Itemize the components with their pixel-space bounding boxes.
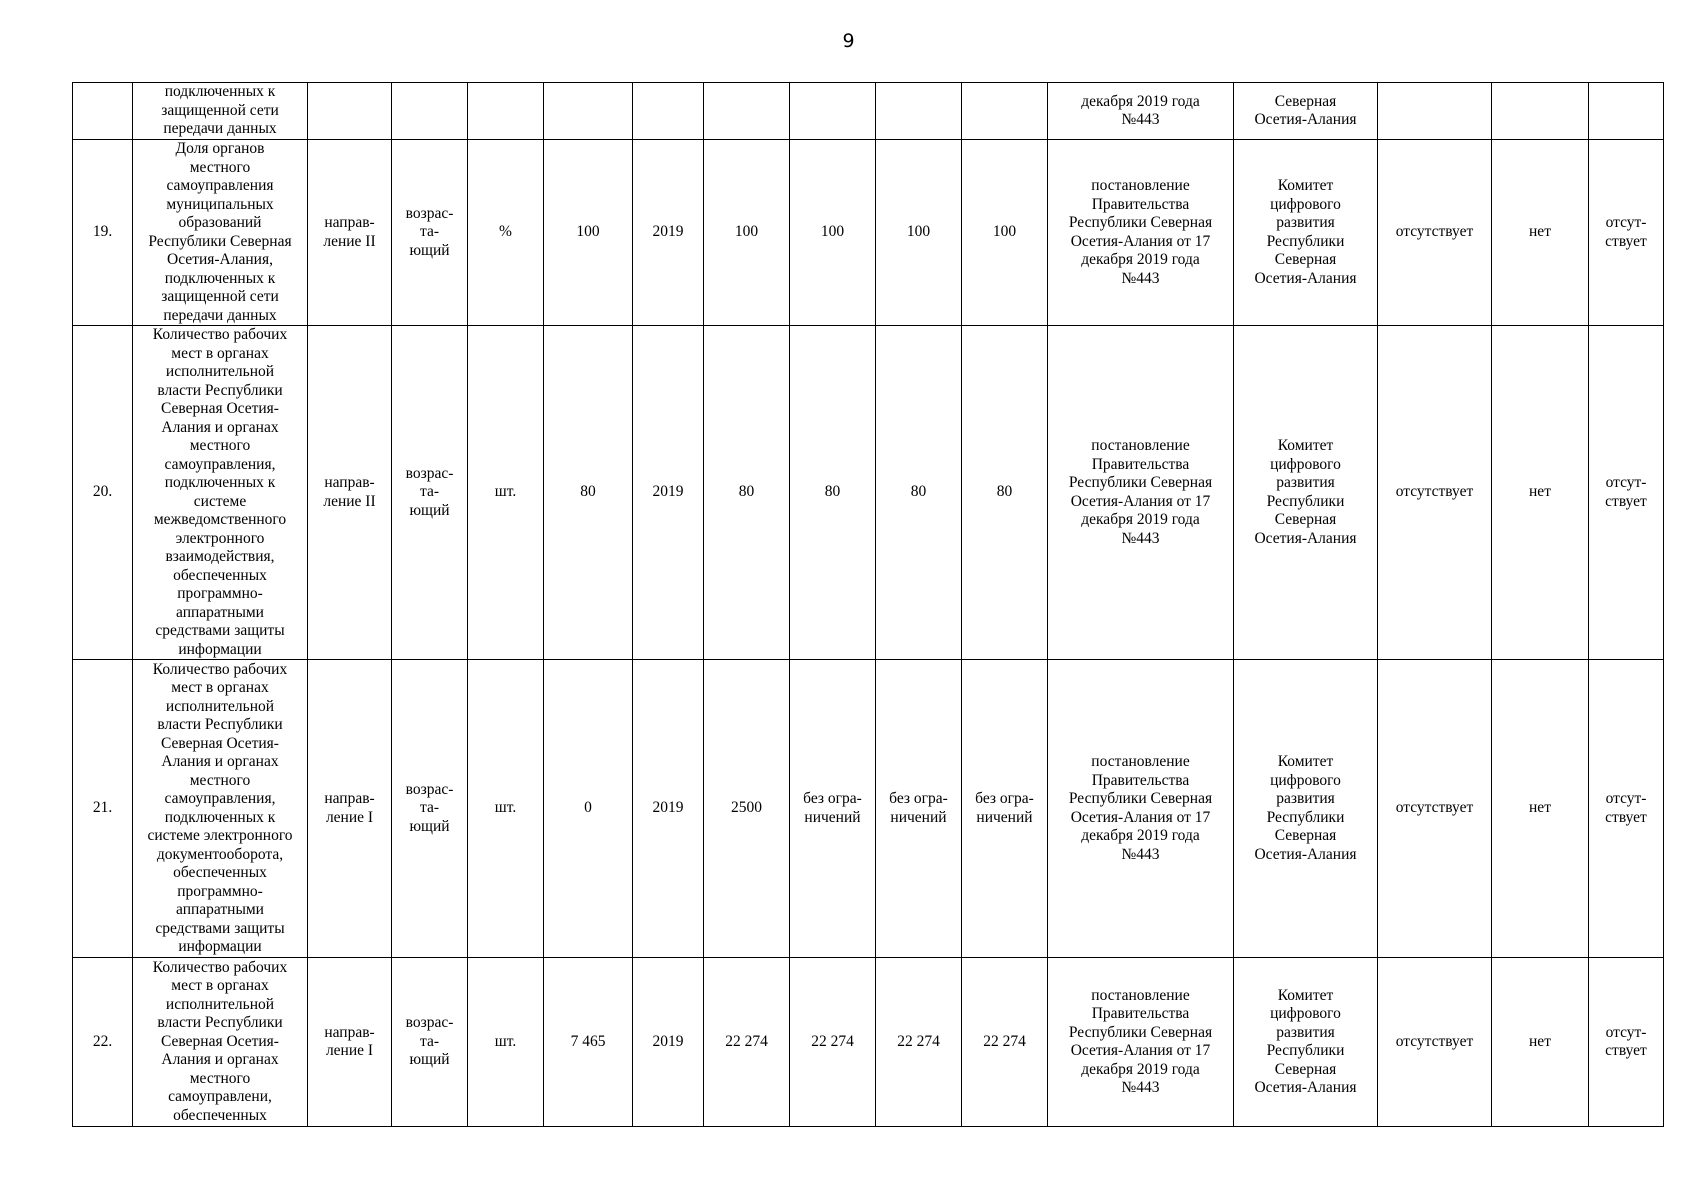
cell-line: Северная Осетия- <box>161 400 279 417</box>
cell-line: 80 <box>996 483 1013 501</box>
cell-line: Республики Северная <box>148 232 292 250</box>
cell-line: подключенных к <box>164 269 276 287</box>
table-row <box>73 326 1664 660</box>
cell-line: Осетия-Алания <box>1254 1079 1357 1096</box>
target-value-1-cell <box>704 660 790 958</box>
target-value-3-cell <box>876 660 962 958</box>
cell-line: Северная <box>1274 1060 1337 1078</box>
cell-line: Осетия-Алания от 17 <box>1070 1042 1211 1059</box>
method-cell: отсутствует <box>1378 660 1492 958</box>
cell-line: аппаратными <box>176 901 264 918</box>
cell-line: направ- <box>324 474 375 491</box>
cell-line: защищенной сети <box>161 288 279 305</box>
cell-line: Республики Северная <box>1068 1023 1213 1041</box>
cell-line: постановление <box>1091 986 1190 1004</box>
cell-line: 100 <box>820 223 845 241</box>
cell-line: документооборота, <box>156 845 284 863</box>
flag-cell: нет <box>1492 660 1589 958</box>
row-number-cell: 20. <box>73 326 133 660</box>
cell-line: Осетия-Алания <box>1254 529 1357 547</box>
cell-line: ление II <box>323 492 376 510</box>
cell-line: развития <box>1276 790 1335 807</box>
target-value-2-cell <box>790 958 876 1127</box>
cell-line: Северная <box>1274 92 1337 110</box>
cell-line: отсут- <box>1605 1023 1647 1041</box>
cell-line: развития <box>1276 474 1335 491</box>
unit-cell: шт. <box>468 326 544 660</box>
cell-line: мест в органах <box>171 679 269 696</box>
cell-line: 80 <box>824 483 841 501</box>
cell-line: декабря 2019 года <box>1081 92 1200 110</box>
target-value-1-cell <box>704 83 790 140</box>
cell-line: 22 274 <box>811 1032 854 1050</box>
cell-line: электронного <box>175 529 265 547</box>
cell-line: ление II <box>323 232 376 250</box>
trend-cell <box>392 958 468 1127</box>
cell-line: постановление <box>1091 437 1190 454</box>
cell-line: подключенных к <box>164 474 276 491</box>
cell-line: ствует <box>1605 1042 1647 1059</box>
cell-line: та- <box>419 1032 439 1050</box>
cell-line: Количество рабочих <box>152 326 288 343</box>
base-value-cell: 80 <box>544 326 633 660</box>
responsible-body-cell <box>1234 660 1378 958</box>
cell-line: образований <box>178 214 262 231</box>
indicator-name-cell <box>133 83 308 140</box>
cell-line: Осетия-Алания от 17 <box>1070 808 1211 826</box>
cell-line: Северная Осетия- <box>161 1032 279 1050</box>
target-value-3-cell <box>876 83 962 140</box>
cell-line: Республики <box>1266 492 1345 510</box>
page-number: 9 <box>842 30 855 52</box>
target-value-1-cell <box>704 958 790 1127</box>
cell-line: без огра- <box>889 790 948 807</box>
cell-line: №443 <box>1121 111 1160 128</box>
cell-line: 80 <box>738 483 755 501</box>
cell-line: 22 274 <box>897 1032 940 1050</box>
cell-line: ствует <box>1605 492 1647 510</box>
base-value-cell <box>544 83 633 140</box>
cell-line: ствует <box>1605 232 1647 250</box>
base-year-cell: 2019 <box>633 958 704 1127</box>
target-value-1-cell <box>704 326 790 660</box>
cell-line: возрас- <box>405 204 454 222</box>
cell-line: Правительства <box>1091 455 1190 473</box>
info-cell <box>1589 958 1664 1127</box>
cell-line: власти Республики <box>157 381 283 399</box>
cell-line: самоуправления, <box>164 455 276 473</box>
method-cell <box>1378 83 1492 140</box>
cell-line: 2500 <box>731 799 762 817</box>
cell-line: ление I <box>325 1042 374 1059</box>
target-value-2-cell <box>790 140 876 326</box>
unit-cell: шт. <box>468 660 544 958</box>
flag-cell <box>1492 83 1589 140</box>
base-value-cell: 100 <box>544 140 633 326</box>
method-cell: отсутствует <box>1378 958 1492 1127</box>
cell-line: развития <box>1276 214 1335 231</box>
base-value-cell: 0 <box>544 660 633 958</box>
cell-line: местного <box>189 437 251 454</box>
responsible-body-cell <box>1234 958 1378 1127</box>
base-year-cell: 2019 <box>633 660 704 958</box>
cell-line: обеспеченных <box>173 864 267 881</box>
cell-line: Осетия-Алания <box>1254 845 1357 863</box>
cell-line: передачи данных <box>163 306 277 324</box>
indicator-name-cell <box>133 660 308 958</box>
cell-line: ничений <box>804 808 861 826</box>
info-cell <box>1589 660 1664 958</box>
cell-line: ление I <box>325 808 374 826</box>
table-row <box>73 83 1664 140</box>
cell-line: Правительства <box>1091 195 1190 213</box>
cell-line: местного <box>189 1069 251 1087</box>
row-number-cell: 19. <box>73 140 133 326</box>
target-value-4-cell <box>962 140 1048 326</box>
document-basis-cell <box>1048 326 1234 660</box>
target-value-1-cell <box>704 140 790 326</box>
direction-cell <box>308 326 392 660</box>
cell-line: ющий <box>409 501 450 519</box>
target-value-2-cell <box>790 83 876 140</box>
cell-line: исполнительной <box>165 363 275 380</box>
target-value-3-cell <box>876 140 962 326</box>
cell-line: Северная <box>1274 251 1337 268</box>
cell-line: Доля органов <box>175 140 265 157</box>
direction-cell <box>308 660 392 958</box>
cell-line: Северная Осетия- <box>161 734 279 752</box>
method-cell: отсутствует <box>1378 140 1492 326</box>
info-cell <box>1589 83 1664 140</box>
base-year-cell: 2019 <box>633 326 704 660</box>
cell-line: средствами защиты <box>155 622 285 639</box>
cell-line: Алания и органах <box>161 418 279 436</box>
cell-line: 22 274 <box>983 1032 1026 1050</box>
cell-line: возрас- <box>405 780 454 798</box>
method-cell: отсутствует <box>1378 326 1492 660</box>
cell-line: 22 274 <box>725 1032 768 1050</box>
target-value-4-cell <box>962 958 1048 1127</box>
cell-line: обеспеченных <box>173 1106 267 1124</box>
base-year-cell <box>633 83 704 140</box>
cell-line: цифрового <box>1270 1005 1341 1022</box>
cell-line: информации <box>178 938 262 955</box>
direction-cell <box>308 140 392 326</box>
cell-line: №443 <box>1121 845 1160 863</box>
cell-line: программно- <box>177 882 263 900</box>
unit-cell <box>468 83 544 140</box>
cell-line: ничений <box>890 808 947 826</box>
document-basis-cell <box>1048 660 1234 958</box>
cell-line: Правительства <box>1091 1005 1190 1022</box>
cell-line: Алания и органах <box>161 1051 279 1069</box>
cell-line: Комитет <box>1277 177 1334 194</box>
target-value-3-cell <box>876 326 962 660</box>
cell-line: отсут- <box>1605 474 1647 491</box>
flag-cell: нет <box>1492 326 1589 660</box>
row-number-cell: 22. <box>73 958 133 1127</box>
cell-line: ющий <box>409 817 450 835</box>
indicator-name-cell <box>133 958 308 1127</box>
cell-line: информации <box>178 640 262 658</box>
document-basis-cell <box>1048 83 1234 140</box>
cell-line: №443 <box>1121 529 1160 547</box>
cell-line: 100 <box>992 223 1017 241</box>
cell-line: Северная <box>1274 827 1337 844</box>
responsible-body-cell <box>1234 83 1378 140</box>
document-basis-cell <box>1048 958 1234 1127</box>
cell-line: Республики <box>1266 808 1345 826</box>
cell-line: та- <box>419 223 439 241</box>
direction-cell <box>308 83 392 140</box>
cell-line: взаимодействия, <box>165 548 275 565</box>
cell-line: системе электронного <box>147 827 293 844</box>
row-number-cell <box>73 83 133 140</box>
cell-line: мест в органах <box>171 344 269 362</box>
cell-line: средствами защиты <box>155 919 285 937</box>
cell-line: постановление <box>1091 177 1190 194</box>
indicators-table <box>72 82 1664 1127</box>
cell-line: ствует <box>1605 808 1647 826</box>
cell-line: цифрового <box>1270 195 1341 213</box>
cell-line: цифрового <box>1270 455 1341 473</box>
cell-line: подключенных к <box>164 83 276 101</box>
base-value-cell: 7 465 <box>544 958 633 1127</box>
cell-line: ющий <box>409 241 450 259</box>
cell-line: 80 <box>910 483 927 501</box>
cell-line: Республики Северная <box>1068 214 1213 231</box>
cell-line: Осетия-Алания <box>1254 269 1357 287</box>
cell-line: декабря 2019 года <box>1081 251 1200 268</box>
cell-line: передачи данных <box>163 120 277 138</box>
table-row <box>73 958 1664 1127</box>
cell-line: Комитет <box>1277 753 1334 770</box>
document-basis-cell <box>1048 140 1234 326</box>
cell-line: та- <box>419 799 439 817</box>
indicator-name-cell <box>133 326 308 660</box>
cell-line: Осетия-Алания, <box>167 251 273 268</box>
cell-line: обеспеченных <box>173 566 267 584</box>
cell-line: направ- <box>324 790 375 807</box>
cell-line: возрас- <box>405 464 454 482</box>
cell-line: системе <box>193 492 247 510</box>
cell-line: 100 <box>734 223 759 241</box>
cell-line: исполнительной <box>165 995 275 1013</box>
cell-line: цифрового <box>1270 771 1341 789</box>
cell-line: возрас- <box>405 1014 454 1032</box>
cell-line: без огра- <box>975 790 1034 807</box>
cell-line: власти Республики <box>157 716 283 733</box>
cell-line: декабря 2019 года <box>1081 827 1200 844</box>
trend-cell <box>392 660 468 958</box>
target-value-2-cell <box>790 326 876 660</box>
cell-line: Республики <box>1266 232 1345 250</box>
cell-line: отсут- <box>1605 790 1647 807</box>
cell-line: самоуправления <box>166 177 274 194</box>
cell-line: местного <box>189 771 251 789</box>
cell-line: муниципальных <box>166 195 274 213</box>
cell-line: местного <box>189 158 251 176</box>
cell-line: самоуправления, <box>164 790 276 807</box>
cell-line: Республики <box>1266 1042 1345 1059</box>
cell-line: власти Республики <box>157 1014 283 1032</box>
cell-line: программно- <box>177 585 263 602</box>
cell-line: ющий <box>409 1051 450 1069</box>
target-value-4-cell <box>962 326 1048 660</box>
cell-line: №443 <box>1121 269 1160 287</box>
cell-line: Комитет <box>1277 437 1334 454</box>
cell-line: Республики Северная <box>1068 474 1213 491</box>
table-row <box>73 660 1664 958</box>
cell-line: направ- <box>324 214 375 231</box>
cell-line: декабря 2019 года <box>1081 1060 1200 1078</box>
cell-line: самоуправлени, <box>168 1088 272 1106</box>
cell-line: та- <box>419 483 439 501</box>
cell-line: исполнительной <box>165 697 275 715</box>
flag-cell: нет <box>1492 958 1589 1127</box>
trend-cell <box>392 326 468 660</box>
indicator-name-cell <box>133 140 308 326</box>
direction-cell <box>308 958 392 1127</box>
info-cell <box>1589 140 1664 326</box>
cell-line: постановление <box>1091 753 1190 770</box>
cell-line: Правительства <box>1091 771 1190 789</box>
info-cell <box>1589 326 1664 660</box>
cell-line: защищенной сети <box>161 101 279 119</box>
cell-line: Комитет <box>1277 986 1334 1004</box>
trend-cell <box>392 83 468 140</box>
cell-line: Осетия-Алания <box>1254 111 1357 128</box>
cell-line: подключенных к <box>164 808 276 826</box>
table-row <box>73 140 1664 326</box>
cell-line: межведомственного <box>153 511 287 528</box>
cell-line: Республики Северная <box>1068 790 1213 807</box>
flag-cell: нет <box>1492 140 1589 326</box>
row-number-cell: 21. <box>73 660 133 958</box>
unit-cell: шт. <box>468 958 544 1127</box>
cell-line: декабря 2019 года <box>1081 511 1200 528</box>
cell-line: ничений <box>976 808 1033 826</box>
trend-cell <box>392 140 468 326</box>
cell-line: без огра- <box>803 790 862 807</box>
target-value-2-cell <box>790 660 876 958</box>
cell-line: Осетия-Алания от 17 <box>1070 492 1211 510</box>
base-year-cell: 2019 <box>633 140 704 326</box>
cell-line: Количество рабочих <box>152 958 288 976</box>
cell-line: №443 <box>1121 1079 1160 1096</box>
responsible-body-cell <box>1234 326 1378 660</box>
responsible-body-cell <box>1234 140 1378 326</box>
cell-line: 100 <box>906 223 931 241</box>
cell-line: Осетия-Алания от 17 <box>1070 232 1211 250</box>
cell-line: аппаратными <box>176 603 264 621</box>
target-value-4-cell <box>962 83 1048 140</box>
cell-line: направ- <box>324 1023 375 1041</box>
target-value-4-cell <box>962 660 1048 958</box>
unit-cell: % <box>468 140 544 326</box>
cell-line: Количество рабочих <box>152 660 288 678</box>
cell-line: Алания и органах <box>161 753 279 770</box>
cell-line: отсут- <box>1605 214 1647 231</box>
cell-line: развития <box>1276 1023 1335 1041</box>
cell-line: Северная <box>1274 511 1337 528</box>
target-value-3-cell <box>876 958 962 1127</box>
cell-line: мест в органах <box>171 977 269 995</box>
